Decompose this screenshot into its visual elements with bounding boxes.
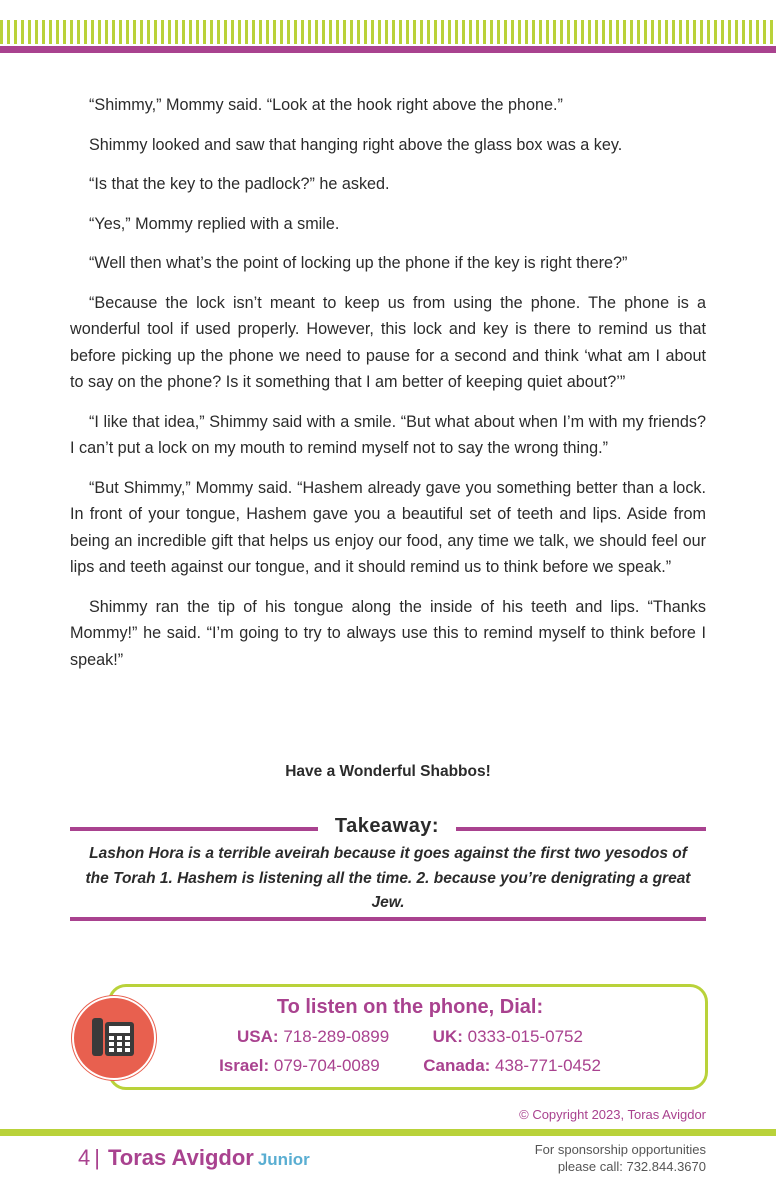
telephone-icon-graphic: [88, 1012, 138, 1062]
footer-branding: [78, 1145, 310, 1171]
usa-label: USA:: [237, 1027, 279, 1046]
brand-suffix: Junior: [257, 1150, 310, 1169]
takeaway-title: Takeaway:: [334, 815, 440, 837]
top-divider-bar: [0, 46, 776, 53]
story-paragraph: “Is that the key to the padlock?” he asked.: [89, 175, 390, 193]
phone-row-2: [150, 1056, 670, 1076]
sponsor-line-1: For sponsorship opportunities: [534, 1142, 706, 1157]
story-paragraph: “But Shimmy,” Mommy said. “Hashem already gave you something better than a lock. In front of your tongue, Hashem gave you a beautiful set of teeth and lips. Aside from being an incredible gift that helps us enjoy our food, any time we talk, we should feel our lips and teeth against our tongue, and it should remind us to think before we speak.”: [70, 478, 706, 576]
story-paragraph: “Well then what’s the point of locking up the phone if the key is right there?”: [89, 254, 628, 272]
telephone-icon: [72, 996, 156, 1080]
israel-number[interactable]: 079-704-0089: [273, 1056, 380, 1075]
page-number: 4: [78, 1145, 91, 1170]
sponsorship-info: [535, 1141, 706, 1175]
takeaway-rule-bottom: [70, 917, 706, 921]
canada-label: Canada:: [423, 1056, 491, 1075]
top-decorative-ticks: [0, 20, 776, 44]
story-paragraph: “Because the lock isn’t meant to keep us from using the phone. The phone is a wonderful tool if used properly. However, this lock and key is there to remind us that before picking up the phone we need to pause for a second and think ‘what am I about to say on the phone? Is it something that I am better of keeping quiet about?’”: [70, 293, 706, 391]
takeaway-text: Lashon Hora is a terrible aveirah because it goes against the first two yesodos of the Torah 1. Hashem is listening all the time. 2. because you’re denigrating a great Jew.: [85, 845, 691, 911]
story-paragraph: Shimmy ran the tip of his tongue along the inside of his teeth and lips. “Thanks Mommy!” he said. “I’m going to try to always use this to remind myself to think before I speak!”: [70, 597, 706, 669]
bottom-divider-bar: [0, 1129, 776, 1136]
takeaway-rule-right: [456, 827, 706, 831]
footer-separator: |: [94, 1145, 100, 1170]
copyright-notice: © Copyright 2023, Toras Avigdor: [519, 1107, 706, 1122]
story-body: [70, 92, 706, 686]
story-paragraph: “I like that idea,” Shimmy said with a smile. “But what about when I’m with my friends? I can’t put a lock on my mouth to remind myself not to say the wrong thing.”: [70, 412, 706, 457]
phone-row-1: [150, 1027, 670, 1047]
story-paragraph: “Yes,” Mommy replied with a smile.: [89, 214, 340, 233]
closing-line: Have a Wonderful Shabbos!: [285, 763, 491, 780]
uk-number[interactable]: 0333-015-0752: [467, 1027, 583, 1046]
story-paragraph: “Shimmy,” Mommy said. “Look at the hook right above the phone.”: [89, 96, 563, 114]
canada-number[interactable]: 438-771-0452: [495, 1056, 601, 1075]
israel-label: Israel:: [219, 1056, 270, 1075]
takeaway-rule-left: [70, 827, 318, 831]
brand-name: Toras Avigdor: [107, 1145, 254, 1170]
phone-box-title: To listen on the phone, Dial:: [276, 996, 544, 1018]
uk-label: UK:: [432, 1027, 463, 1046]
story-paragraph: Shimmy looked and saw that hanging right above the glass box was a key.: [89, 135, 623, 154]
sponsor-line-2: please call: 732.844.3670: [557, 1159, 706, 1174]
usa-number[interactable]: 718-289-0899: [283, 1027, 390, 1046]
